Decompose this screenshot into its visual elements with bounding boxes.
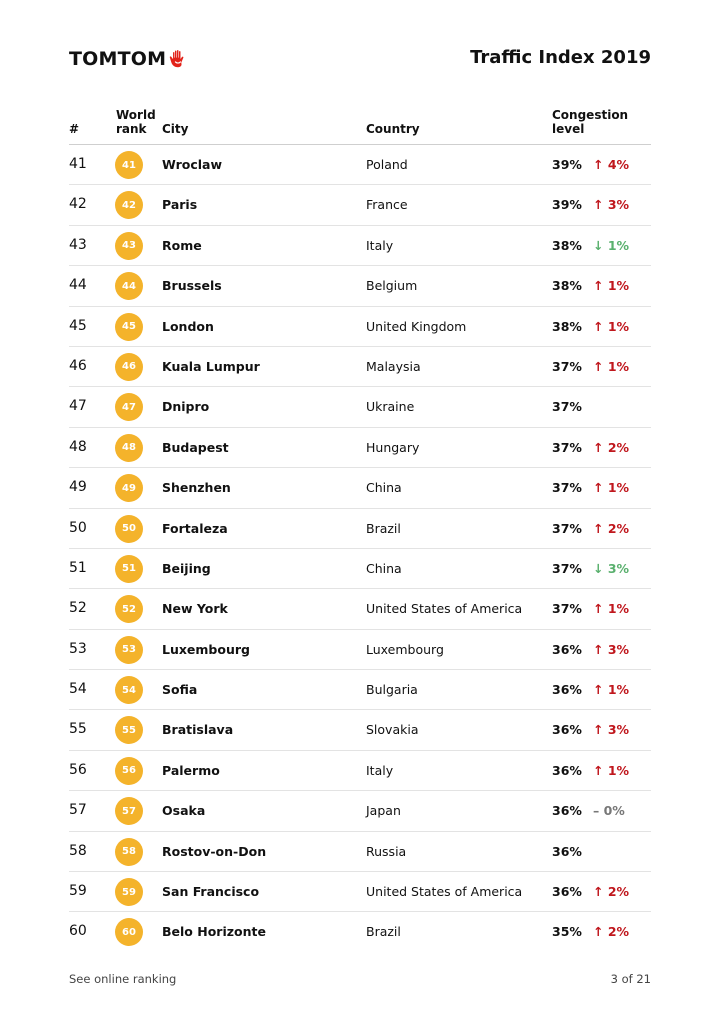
congestion-change: ↑ 2% — [593, 924, 630, 940]
tomtom-logo — [69, 48, 189, 70]
header-num: # — [69, 122, 80, 136]
page-number: 3 of 21 — [610, 972, 651, 986]
congestion-level: 37% — [552, 601, 582, 617]
world-rank-badge: 41 — [115, 151, 143, 179]
header-country: Country — [366, 122, 420, 136]
congestion-change: ↑ 1% — [593, 278, 630, 294]
country-name: France — [366, 197, 408, 213]
world-rank-badge: 44 — [115, 272, 143, 300]
row-number: 51 — [69, 559, 87, 576]
congestion-change: – 0% — [593, 803, 625, 819]
table-row — [69, 226, 651, 266]
row-number: 53 — [69, 640, 87, 657]
congestion-change: ↑ 3% — [593, 722, 630, 738]
country-name: Russia — [366, 843, 407, 859]
city-name: Dnipro — [162, 399, 210, 415]
congestion-change: ↑ 4% — [593, 157, 630, 172]
table-row — [69, 347, 651, 387]
congestion-change: ↑ 2% — [593, 520, 630, 536]
world-rank-badge: 58 — [115, 838, 143, 866]
world-rank-badge: 60 — [115, 918, 143, 946]
world-rank-badge: 45 — [115, 313, 143, 341]
world-rank-badge: 59 — [115, 878, 143, 906]
table-row — [69, 630, 651, 670]
city-name: Sofia — [162, 682, 198, 698]
table-row — [69, 912, 651, 951]
row-number: 45 — [69, 317, 87, 334]
world-rank-badge: 43 — [115, 232, 143, 260]
city-name: Paris — [162, 197, 198, 213]
row-number: 59 — [69, 883, 87, 900]
row-number: 52 — [69, 600, 87, 617]
country-name: Ukraine — [366, 399, 415, 415]
congestion-level: 36% — [552, 641, 582, 657]
logo-text: TOMTOM — [69, 48, 167, 70]
city-name: Wroclaw — [162, 157, 222, 172]
city-name: Palermo — [162, 762, 220, 778]
congestion-level: 38% — [552, 237, 582, 253]
row-number: 56 — [69, 761, 87, 778]
country-name: Hungary — [366, 439, 420, 455]
row-number: 49 — [69, 479, 87, 496]
congestion-level: 39% — [552, 197, 582, 213]
country-name: Malaysia — [366, 358, 421, 374]
congestion-change: ↑ 1% — [593, 762, 630, 778]
congestion-level: 36% — [552, 803, 582, 819]
congestion-level: 37% — [552, 480, 582, 496]
city-name: London — [162, 318, 214, 334]
header-world-rank-line1: World — [116, 108, 156, 122]
congestion-level: 38% — [552, 318, 582, 334]
hand-icon — [167, 48, 189, 70]
congestion-change: ↓ 3% — [593, 560, 630, 576]
congestion-change: ↑ 3% — [593, 197, 630, 213]
congestion-level: 38% — [552, 278, 582, 294]
congestion-level: 37% — [552, 560, 582, 576]
city-name: Shenzhen — [162, 480, 231, 496]
world-rank-badge: 46 — [115, 353, 143, 381]
world-rank-badge: 57 — [115, 797, 143, 825]
congestion-level: 37% — [552, 439, 582, 455]
world-rank-badge: 48 — [115, 434, 143, 462]
city-name: Budapest — [162, 439, 229, 455]
congestion-change: ↑ 1% — [593, 682, 630, 698]
row-number: 57 — [69, 802, 87, 819]
table-row — [69, 266, 651, 306]
congestion-level: 36% — [552, 682, 582, 698]
row-number: 54 — [69, 681, 87, 698]
congestion-change: ↑ 3% — [593, 641, 630, 657]
city-name: Osaka — [162, 803, 206, 819]
world-rank-badge: 50 — [115, 515, 143, 543]
congestion-level: 36% — [552, 722, 582, 738]
city-name: Brussels — [162, 278, 222, 294]
congestion-level: 37% — [552, 520, 582, 536]
country-name: Japan — [366, 803, 401, 819]
congestion-change: ↓ 1% — [593, 237, 630, 253]
country-name: Bulgaria — [366, 682, 418, 698]
congestion-level: 39% — [552, 157, 582, 172]
congestion-level: 35% — [552, 924, 582, 940]
congestion-change: ↑ 2% — [593, 884, 630, 900]
country-name: Slovakia — [366, 722, 419, 738]
city-name: Kuala Lumpur — [162, 358, 260, 374]
world-rank-badge: 47 — [115, 393, 143, 421]
row-number: 44 — [69, 277, 87, 294]
country-name: Brazil — [366, 924, 401, 940]
table-row — [69, 791, 651, 831]
world-rank-badge: 52 — [115, 595, 143, 623]
city-name: Bratislava — [162, 722, 234, 738]
row-number: 48 — [69, 438, 87, 455]
congestion-change: ↑ 1% — [593, 318, 630, 334]
city-name: Fortaleza — [162, 520, 228, 536]
row-number: 42 — [69, 196, 87, 213]
country-name: United States of America — [366, 884, 523, 900]
country-name: China — [366, 560, 402, 576]
congestion-change: ↑ 1% — [593, 480, 630, 496]
ranking-table-body — [69, 145, 651, 952]
table-row — [69, 145, 651, 185]
country-name: China — [366, 480, 402, 496]
city-name: San Francisco — [162, 884, 260, 900]
city-name: Beijing — [162, 560, 211, 576]
header-world-rank-line2: rank — [116, 122, 147, 136]
see-online-ranking-link[interactable]: See online ranking — [69, 972, 177, 986]
table-row — [69, 468, 651, 508]
table-row — [69, 185, 651, 225]
table-row — [69, 387, 651, 427]
country-name: Italy — [366, 237, 394, 253]
city-name: Belo Horizonte — [162, 924, 266, 940]
city-name: Rostov-on-Don — [162, 843, 267, 859]
header-congestion-level: Congestion level — [552, 108, 629, 136]
table-row — [69, 307, 651, 347]
world-rank-badge: 55 — [115, 716, 143, 744]
row-number: 58 — [69, 842, 87, 859]
congestion-change: ↑ 2% — [593, 439, 630, 455]
congestion-level: 37% — [552, 399, 582, 415]
city-name: Rome — [162, 237, 202, 253]
city-name: New York — [162, 601, 228, 617]
country-name: Brazil — [366, 520, 401, 536]
country-name: Belgium — [366, 278, 418, 294]
row-number: 46 — [69, 357, 87, 374]
row-number: 60 — [69, 923, 87, 940]
country-name: United States of America — [366, 601, 523, 617]
country-name: United Kingdom — [366, 318, 467, 334]
table-row — [69, 428, 651, 468]
table-row — [69, 509, 651, 549]
country-name: Luxembourg — [366, 641, 444, 657]
congestion-level: 37% — [552, 358, 582, 374]
city-name: Luxembourg — [162, 641, 250, 657]
congestion-change: ↑ 1% — [593, 358, 630, 374]
world-rank-badge: 49 — [115, 474, 143, 502]
row-number: 43 — [69, 236, 87, 253]
row-number: 55 — [69, 721, 87, 738]
row-number: 50 — [69, 519, 87, 536]
world-rank-badge: 54 — [115, 676, 143, 704]
table-header — [69, 106, 651, 145]
world-rank-badge: 56 — [115, 757, 143, 785]
country-name: Italy — [366, 762, 394, 778]
world-rank-badge: 53 — [115, 636, 143, 664]
table-row — [69, 872, 651, 912]
table-row — [69, 670, 651, 710]
table-row — [69, 832, 651, 872]
congestion-level: 36% — [552, 843, 582, 859]
country-name: Poland — [366, 157, 408, 172]
congestion-level: 36% — [552, 884, 582, 900]
congestion-change: ↑ 1% — [593, 601, 630, 617]
table-row — [69, 710, 651, 750]
table-row — [69, 751, 651, 791]
page-title: Traffic Index 2019 — [470, 47, 651, 68]
row-number: 47 — [69, 398, 87, 415]
world-rank-badge: 42 — [115, 191, 143, 219]
congestion-level: 36% — [552, 762, 582, 778]
header-world-rank — [116, 108, 156, 136]
header-city: City — [162, 122, 189, 136]
table-row — [69, 589, 651, 629]
world-rank-badge: 51 — [115, 555, 143, 583]
table-row — [69, 549, 651, 589]
row-number: 41 — [69, 156, 87, 172]
